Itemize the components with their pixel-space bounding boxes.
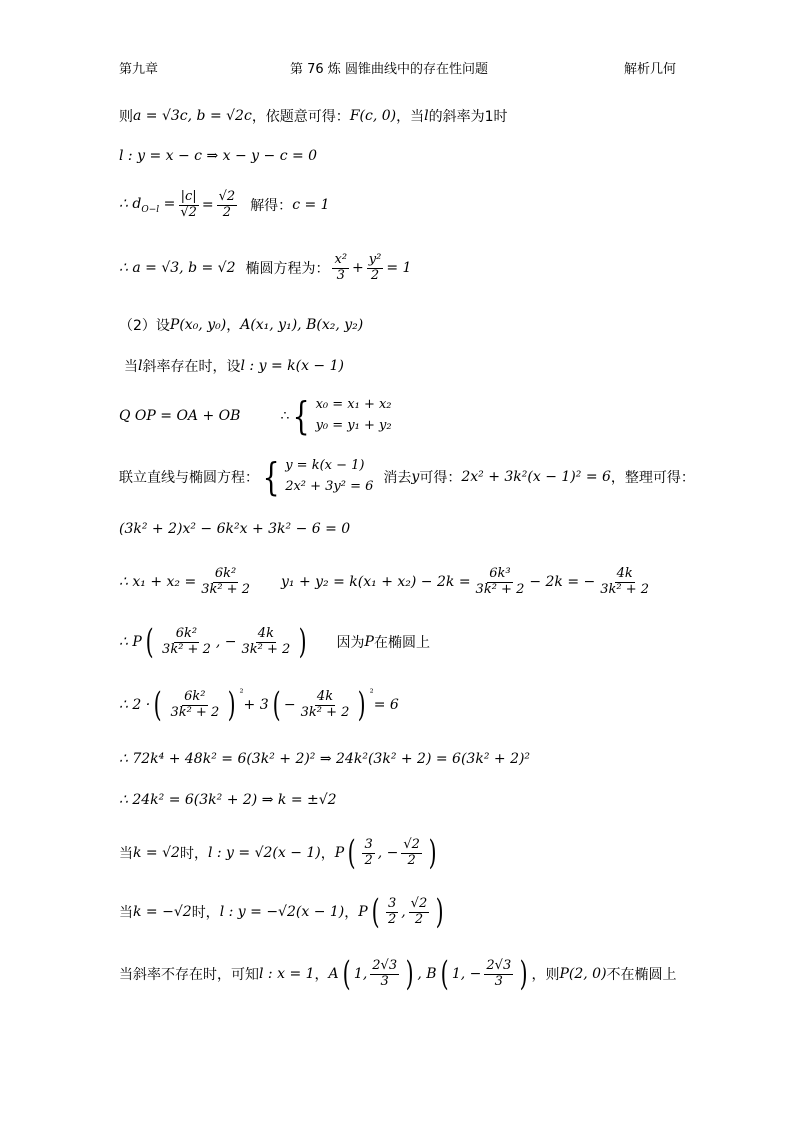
text: 解得： [250, 198, 293, 215]
equation-system: { y = k(x − 1) 2x² + 3y² = 6 [262, 454, 374, 499]
line-3: ∴ $d_{O-l}$ = $\frac{|c|}{√2}$ = $\frac{√2}{2}$ 解得： c = 1 [119, 189, 330, 220]
math: ∴ 2 · [119, 697, 151, 713]
fraction: $\frac{\text{6k³}}{\text{3k² + 2}}$ [475, 566, 525, 597]
fraction: $\frac{\text{6k²}}{\text{3k² + 2}}$ [162, 625, 211, 657]
math: l [424, 108, 429, 124]
text: ，当 [396, 109, 425, 125]
line-17: 当斜率不存在时，可知 l : x = 1 ， A ( 1, $\frac{2√3}{3}$ ) , B ( 1, − $\frac{2√3}{3}$ ) ，则 P(2, 0) 不在椭圆上 [119, 954, 677, 994]
line-1 [119, 106, 508, 126]
math: + 3 [243, 697, 269, 713]
fraction: $\frac{√2}{2}$ [403, 836, 420, 868]
math: 1, [353, 966, 368, 982]
math: P(2, 0) [559, 966, 607, 982]
text: ， [314, 967, 329, 983]
fraction: $\frac{4k}{\text{3k² + 2}}$ [300, 688, 350, 720]
math: y₁ + y₂ = k(x₁ + x₂) − 2k = [280, 574, 471, 591]
line-5 [119, 315, 363, 335]
text: 时， [179, 846, 208, 862]
line-2 [119, 148, 317, 164]
math: , − [215, 634, 237, 650]
math: − 2k = − [529, 574, 596, 591]
math: a = √3c, b = √2c [133, 108, 252, 124]
math: ∴ 24k² = 6(3k² + 2) ⇒ k = ±√2 [119, 792, 337, 808]
lesson-title: 第 76 炼 圆锥曲线中的存在性问题 [290, 62, 488, 77]
fraction: $\frac{\text{x²}}{3}$ [334, 252, 348, 283]
math: l : y = √2(x − 1) [207, 845, 321, 861]
math: 1, − [451, 966, 482, 982]
math: + [352, 260, 364, 277]
math: ∴ P [119, 634, 142, 650]
fraction: $\frac{\text{y²}}{2}$ [368, 252, 382, 283]
math: ∴ a = √3, b = √2 [119, 260, 236, 277]
text: ， [320, 846, 335, 862]
chapter-label: 第九章 [119, 62, 159, 77]
fraction: $\frac{\text{6k²}}{\text{3k² + 2}}$ [201, 566, 250, 597]
math: k = −√2 [133, 904, 192, 920]
math: = 6 [373, 697, 399, 713]
math: c = 1 [292, 197, 330, 214]
text: ，依题意可得： [251, 109, 350, 125]
fraction: $\frac{4k}{\text{3k² + 2}}$ [241, 625, 291, 657]
line-15: 当 k = √2 时， l : y = √2(x − 1) ， P ( $\frac{3}{2}$ , − $\frac{√2}{2}$ ) [119, 833, 437, 873]
math: l [138, 358, 143, 374]
math: Q OP = OA + OB [119, 407, 241, 424]
math: F(c, 0) [349, 108, 397, 124]
text: 当斜率不存在时，可知 [119, 967, 259, 983]
math: = 1 [386, 260, 412, 277]
math: ∴ [280, 407, 290, 424]
math: P(x₀, y₀) [169, 317, 227, 333]
line-12: ∴ 2 · ( $\frac{\text{6k²}}{\text{3k² + 2}}$ ) $^{^2}$ + 3 ( − $\frac{4k}{\text{3k² + 2}}$ ) $^{^2}$ = 6 [119, 685, 399, 725]
math: (3k² + 2)x² − 6k²x + 3k² − 6 = 0 [119, 521, 351, 537]
line-13 [119, 751, 530, 767]
line-4 [119, 253, 411, 284]
fraction: $\frac{3}{2}$ [364, 836, 373, 868]
math: P [358, 904, 368, 920]
text: 椭圆方程为： [245, 261, 330, 278]
text: 在椭圆上 [373, 635, 430, 651]
math: 2x² + 3k²(x − 1)² = 6 [461, 468, 611, 485]
text: 则 [119, 109, 133, 125]
math: ∴ x₁ + x₂ = [119, 574, 197, 591]
line-8 [119, 456, 695, 498]
math: A(x₁, y₁), B(x₂, y₂) [240, 317, 364, 333]
math: , − [377, 845, 399, 861]
line-16: 当 k = −√2 时， l : y = −√2(x − 1) ， P ( $\frac{3}{2}$ , $\frac{√2}{2}$ ) [119, 892, 444, 932]
line-9 [119, 521, 350, 537]
line-6 [124, 356, 344, 376]
fraction: $\frac{2√3}{3}$ [372, 957, 398, 989]
math: k = √2 [133, 845, 180, 861]
fraction: $\frac{2√3}{3}$ [486, 957, 512, 989]
math: A [328, 966, 339, 982]
math: , [401, 904, 406, 920]
text: ，整理可得： [610, 469, 695, 486]
fraction: $\frac{√2}{2}$ [410, 895, 428, 927]
text: 当 [119, 905, 133, 921]
text: 的斜率为1时 [428, 109, 508, 125]
math: , B [417, 966, 437, 982]
text: 联立直线与椭圆方程： [119, 469, 259, 486]
math: y [411, 468, 420, 485]
text: 不在椭圆上 [606, 967, 677, 983]
math: P [334, 845, 345, 861]
fraction: $\frac{|c|}{√2}$ [180, 189, 197, 220]
line-11: ∴ P ( $\frac{\text{6k²}}{\text{3k² + 2}}$ , − $\frac{4k}{\text{3k² + 2}}$ ) 因为 P 在椭圆上 [119, 622, 430, 662]
equation-system: { x₀ = x₁ + x₂ y₀ = y₁ + y₂ [293, 393, 392, 438]
fraction: $\frac{√2}{2}$ [218, 189, 236, 220]
fraction: $\frac{4k}{\text{3k² + 2}}$ [600, 566, 650, 597]
text: ， [226, 318, 241, 334]
text: ， [344, 905, 359, 921]
subject-label: 解析几何 [624, 62, 677, 77]
line-7 [119, 395, 392, 437]
text: 可得： [419, 469, 462, 486]
text: 当 [119, 846, 133, 862]
text: 因为 [336, 635, 365, 651]
math: P [364, 634, 374, 650]
line-14 [119, 792, 337, 808]
text: （2）设 [119, 318, 170, 334]
math: l : y = k(x − 1) [240, 358, 344, 374]
fraction: $\frac{3}{2}$ [387, 895, 397, 927]
text: 斜率存在时，设 [142, 359, 241, 375]
math: ∴ $d_{O-l}$ = [119, 196, 176, 215]
text: 当 [124, 359, 138, 375]
line-10 [119, 567, 654, 598]
text: 消去 [383, 469, 412, 486]
math: l : y = x − c ⇒ x − y − c = 0 [119, 148, 318, 164]
math: l : x = 1 [259, 966, 315, 982]
math: l : y = −√2(x − 1) [219, 904, 345, 920]
math: − [283, 697, 296, 713]
text: 时， [191, 905, 220, 921]
fraction: $\frac{\text{6k²}}{\text{3k² + 2}}$ [170, 688, 220, 720]
text: ，则 [531, 967, 560, 983]
math: ∴ 72k⁴ + 48k² = 6(3k² + 2)² ⇒ 24k²(3k² + 2) = 6(3k² + 2)² [119, 751, 531, 767]
